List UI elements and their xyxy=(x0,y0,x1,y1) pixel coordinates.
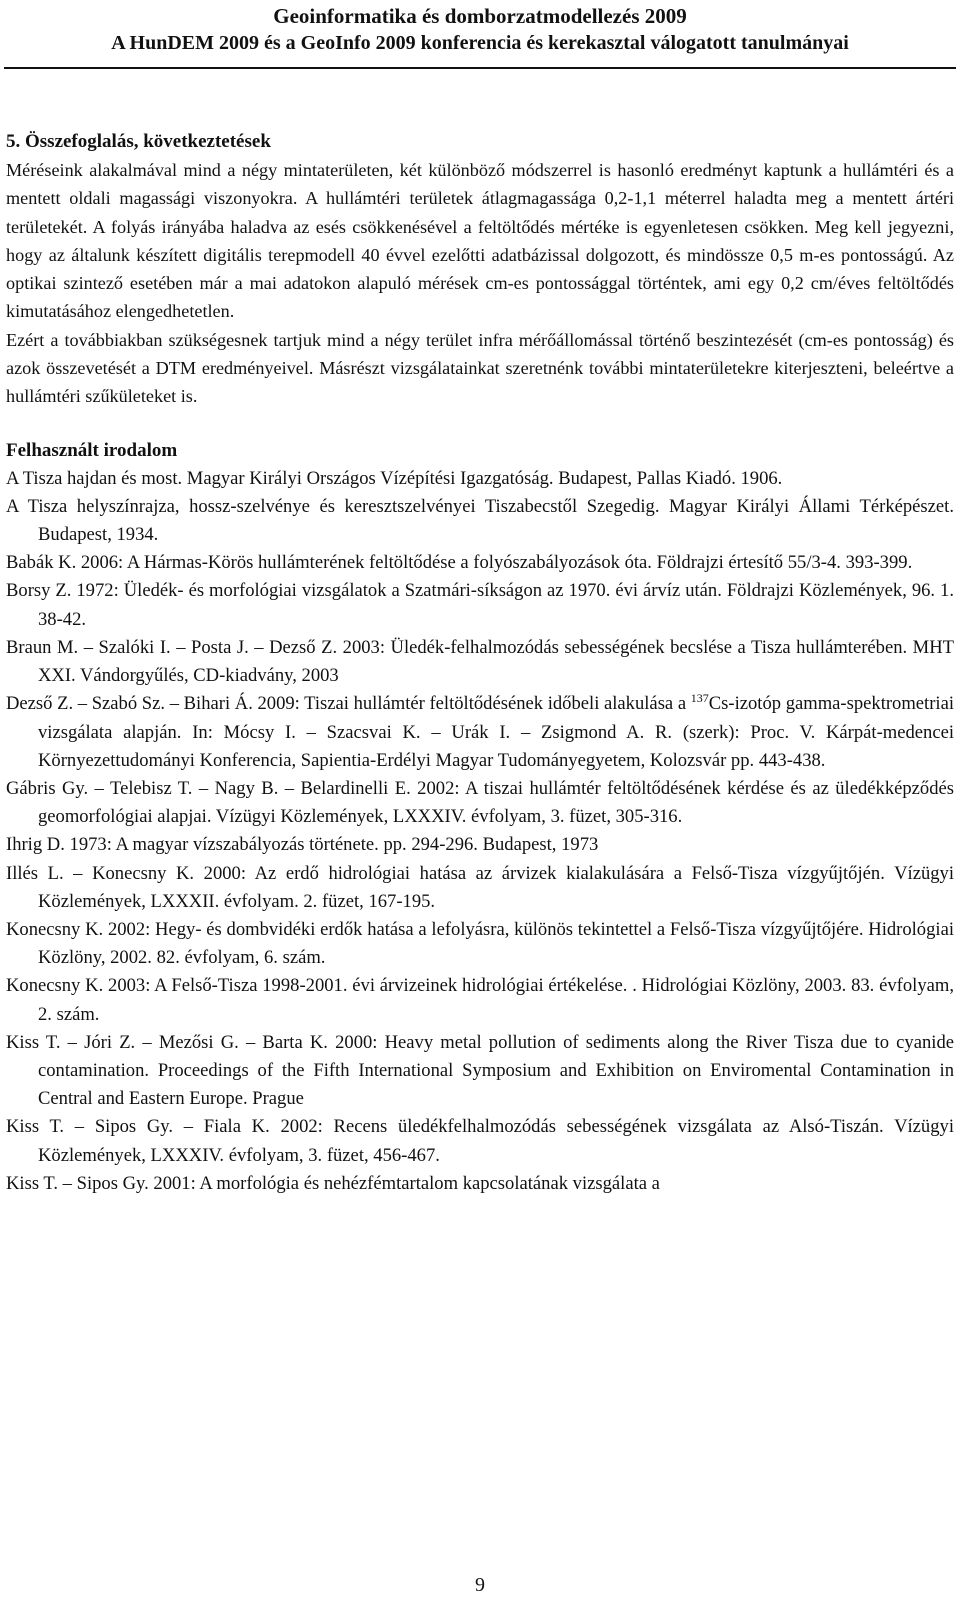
reference-item: Borsy Z. 1972: Üledék- és morfológiai vizsgálatok a Szatmári-síkságon az 1970. évi árvíz után. Földrajzi Közlemények, 96. 1. 38-42. xyxy=(6,580,954,630)
reference-list xyxy=(6,465,954,1198)
reference-item: Kiss T. – Jóri Z. – Mezősi G. – Barta K. 2000: Heavy metal pollution of sediments along the River Tisza due to cyanide contamination. Proceedings of the Fifth International Symposium and Exhibition on Enviromental Contamination in Central and Eastern Europe. Prague xyxy=(6,1031,954,1110)
reference-item: Illés L. – Konecsny K. 2000: Az erdő hidrológiai hatása az árvizek kialakulására a Felső-Tisza vízgyűjtőjén. Vízügyi Közlemények, LXXXII. évfolyam. 2. füzet, 167-195. xyxy=(6,862,954,912)
reference-item: Kiss T. – Sipos Gy. 2001: A morfológia és nehézfémtartalom kapcsolatának vizsgálata a xyxy=(6,1172,660,1194)
header-subtitle: A HunDEM 2009 és a GeoInfo 2009 konferencia és kerekasztal válogatott tanulmányai xyxy=(111,32,849,54)
reference-item xyxy=(6,690,954,775)
conclusion-paragraph-2: Ezért a továbbiakban szükségesnek tartjuk mind a négy terület infra mérőállomással történő beszintezését (cm-es pontosság) és azok összevetését a DTM eredményeivel. Másrészt vizsgálatainkat szeretnénk további mintaterületekre kiterjeszteni, beleértve a hullámtéri szűkületeket is. xyxy=(6,329,954,407)
references-heading: Felhasznált irodalom xyxy=(6,439,178,461)
main-content xyxy=(6,128,954,1198)
reference-item: Konecsny K. 2003: A Felső-Tisza 1998-2001. évi árvizeinek hidrológiai értékelése. . Hidrológiai Közlöny, 2003. 83. évfolyam, 2. szám. xyxy=(6,975,954,1025)
reference-item: Braun M. – Szalóki I. – Posta J. – Dezső Z. 2003: Üledék-felhalmozódás sebességének becslése a Tisza hullámterében. MHT XXI. Vándorgyűlés, CD-kiadvány, 2003 xyxy=(6,636,954,687)
isotope-superscript: 137 xyxy=(690,691,709,706)
reference-item: Ihrig D. 1973: A magyar vízszabályozás története. pp. 294-296. Budapest, 1973 xyxy=(6,834,599,856)
header-rule xyxy=(4,67,956,69)
reference-item: A Tisza helyszínrajza, hossz-szelvénye és keresztszelvényei Tiszabecstől Szegedig. Magyar Királyi Állami Térképészet. Budapest, 1934. xyxy=(6,495,954,546)
reference-item: Babák K. 2006: A Hármas-Körös hullámterének feltöltődése a folyószabályozások óta. Földrajzi értesítő 55/3-4. 393-399. xyxy=(6,552,913,574)
reference-item: Kiss T. – Sipos Gy. – Fiala K. 2002: Recens üledékfelhalmozódás sebességének vizsgálata az Alsó-Tiszán. Vízügyi Közlemények, LXXXIV. évfolyam, 3. füzet, 456-467. xyxy=(6,1116,954,1166)
reference-text-after-superscript: Cs-izotóp gamma-spektrometriai vizsgálata alapján. In: Mócsy I. – Szacsvai K. – Urák I. – Zsigmond A. R. (szerk): Proc. V. Kárpát-medencei Környezettudományi Konferencia, Sapientia-Erdélyi Magyar Tudományegyetem, Kolozsvár pp. 443-438. xyxy=(38,693,955,771)
page-number: 9 xyxy=(475,1574,485,1596)
reference-text-before-superscript: Dezső Z. – Szabó Sz. – Bihari Á. 2009: Tiszai hullámtér feltöltődésének időbeli alakulása a xyxy=(6,693,691,715)
reference-item: Gábris Gy. – Telebisz T. – Nagy B. – Belardinelli E. 2002: A tiszai hullámtér feltöltődésének kérdése és az üledékképződés geomorfológiai alapjai. Vízügyi Közlemények, LXXXIV. évfolyam, 3. füzet, 305-316. xyxy=(6,777,954,828)
section-heading: 5. Összefoglalás, következtetések xyxy=(6,131,271,152)
reference-item: Konecsny K. 2002: Hegy- és dombvidéki erdők hatása a lefolyásra, különös tekintettel a Felső-Tisza vízgyűjtőjére. Hidrológiai Közlöny, 2002. 82. évfolyam, 6. szám. xyxy=(6,918,954,969)
reference-item: A Tisza hajdan és most. Magyar Királyi Országos Vízépítési Igazgatóság. Budapest, Pallas Kiadó. 1906. xyxy=(6,467,783,489)
running-header xyxy=(0,2,960,57)
header-title: Geoinformatika és domborzatmodellezés 2009 xyxy=(273,4,687,28)
conclusion-paragraph-1: Méréseink alakalmával mind a négy mintaterületen, két különböző módszerrel is hasonló eredményt kaptunk a hullámtéri és a mentett oldali magassági viszonyokra. A hullámtéri területek átlagmagassága 0,2-1,1 méterrel haladta meg a mentett ártéri területekét. A folyás irányába haladva az esés csökkenésével a feltöltődés mértéke is egyenletesen csökken. Meg kell jegyezni, hogy az általunk készített digitális terepmodell 40 évvel ezelőtti adatbázissal dolgozott, és mindössze 0,5 m-es pontosságú. Az optikai szintező esetében már a mai adatokon alapuló mérések cm-es pontossággal történtek, ami egy 0,2 cm/éves feltöltődés kimutatásához elengedhetetlen. xyxy=(6,160,954,322)
